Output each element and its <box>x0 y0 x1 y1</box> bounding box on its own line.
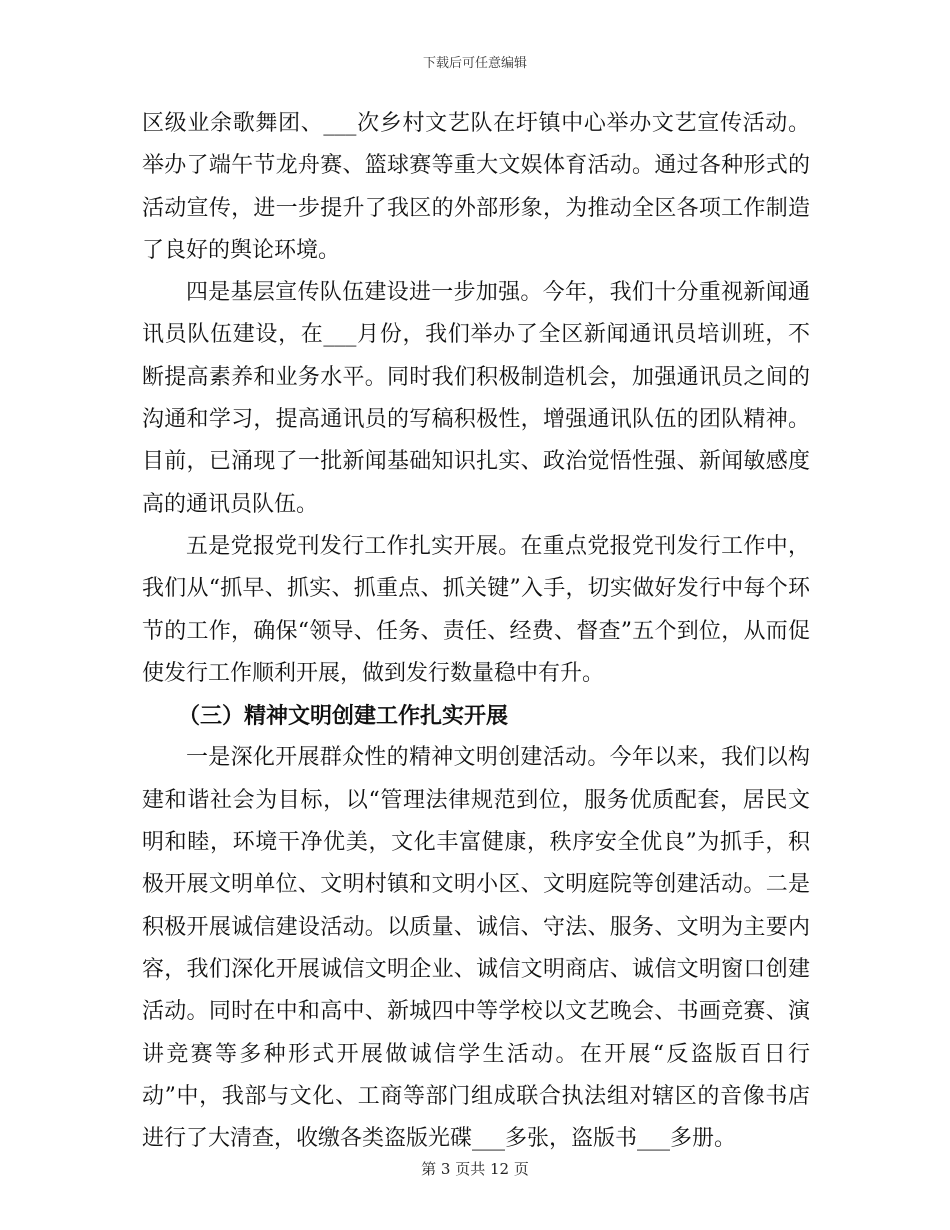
paragraph-civilization-creation: 一是深化开展群众性的精神文明创建活动。今年以来，我们以构建和谐社会为目标，以“管理法律规范到位，服务优质配套，居民文明和睦，环境干净优美，文化丰富健康，秩序安全优良”为抓手，积极开展文明单位、文明村镇和文明小区、文明庭院等创建活动。二是积极开展诚信建设活动。以质量、诚信、守法、服务、文明为主要内容，我们深化开展诚信文明企业、诚信文明商店、诚信文明窗口创建活动。同时在中和高中、新城四中等学校以文艺晚会、书画竞赛、演讲竞赛等多种形式开展做诚信学生活动。在开展“反盗版百日行动”中，我部与文化、工商等部门组成联合执法组对辖区的音像书店进行了大清查，收缴各类盗版光碟___多张，盗版书___多册。 <box>142 745 810 1152</box>
section-heading-civilization: （三）精神文明创建工作扎实开展 <box>178 703 509 730</box>
document-body <box>142 103 810 1160</box>
page-number: 第 3 页共 12 页 <box>421 1160 529 1178</box>
paragraph-culture-activities: 区级业余歌舞团、___次乡村文艺队在圩镇中心举办文艺宣传活动。举办了端午节龙舟赛、篮球赛等重大文娱体育活动。通过各种形式的活动宣传，进一步提升了我区的外部形象，为推动全区各项工作制造了良好的舆论环境。 <box>142 111 810 263</box>
page-header-note: 下载后可任意编辑 <box>422 56 527 71</box>
paragraph-reporter-team: 四是基层宣传队伍建设进一步加强。今年，我们十分重视新闻通讯员队伍建设，在___月份，我们举办了全区新闻通讯员培训班，不断提高素养和业务水平。同时我们积极制造机会，加强通讯员之间的沟通和学习，提高通讯员的写稿积极性，增强通讯队伍的团队精神。目前，已涌现了一批新闻基础知识扎实、政治觉悟性强、新闻敏感度高的通讯员队伍。 <box>142 280 810 517</box>
paragraph-party-press: 五是党报党刊发行工作扎实开展。在重点党报党刊发行工作中，我们从“抓早、抓实、抓重点、抓关键”入手，切实做好发行中每个环节的工作，确保“领导、任务、责任、经费、督查”五个到位，从而促使发行工作顺利开展，做到发行数量稳中有升。 <box>142 533 810 686</box>
